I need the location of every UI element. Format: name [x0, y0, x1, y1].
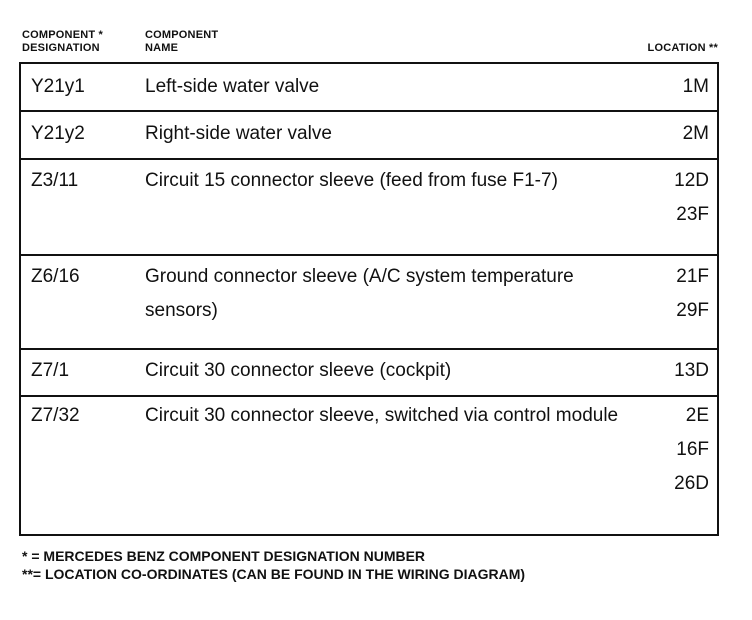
location-value: 1M [682, 76, 709, 97]
location-cell [683, 70, 709, 104]
designation-cell: Z7/32 [31, 405, 80, 426]
header-designation: COMPONENT * DESIGNATION [22, 29, 104, 54]
location-value: 13D [674, 360, 709, 381]
location-value: 21F [676, 266, 709, 287]
table-row [21, 348, 717, 395]
table-row [21, 64, 717, 110]
footnote-designation: * = MERCEDES BENZ COMPONENT DESIGNATION NUMBER [22, 548, 426, 564]
name-cell: Right-side water valve [145, 123, 332, 144]
designation-cell: Y21y1 [31, 76, 85, 97]
name-cell: Ground connector sleeve (A/C system temperature sensors) [145, 266, 574, 321]
name-cell: Circuit 15 connector sleeve (feed from fuse F1-7) [145, 170, 558, 191]
location-value: 2M [682, 123, 709, 144]
designation-cell: Z6/16 [31, 266, 80, 287]
location-value: 26D [674, 473, 709, 494]
name-cell: Left-side water valve [145, 76, 320, 97]
component-table [19, 62, 719, 536]
location-cell [676, 260, 709, 328]
location-value: 16F [676, 439, 709, 460]
location-value: 29F [676, 300, 709, 321]
designation-cell: Z7/1 [31, 360, 70, 381]
designation-cell: Y21y2 [31, 123, 85, 144]
header-component-name: COMPONENT NAME [145, 29, 219, 54]
table-row [21, 254, 717, 348]
name-cell: Circuit 30 connector sleeve, switched via control module [145, 405, 619, 426]
location-value: 12D [674, 170, 709, 191]
location-cell [683, 117, 709, 151]
location-cell [674, 354, 709, 388]
table-row [21, 110, 717, 158]
location-cell [674, 399, 709, 501]
location-value: 2E [685, 405, 709, 426]
footnote-location: **= LOCATION CO-ORDINATES (CAN BE FOUND IN THE WIRING DIAGRAM) [22, 566, 526, 582]
table-row [21, 158, 717, 254]
location-cell [674, 164, 709, 232]
location-value: 23F [676, 204, 709, 225]
name-cell: Circuit 30 connector sleeve (cockpit) [145, 360, 452, 381]
designation-cell: Z3/11 [31, 170, 79, 191]
table-row [21, 395, 717, 534]
header-location: LOCATION ** [647, 42, 718, 54]
